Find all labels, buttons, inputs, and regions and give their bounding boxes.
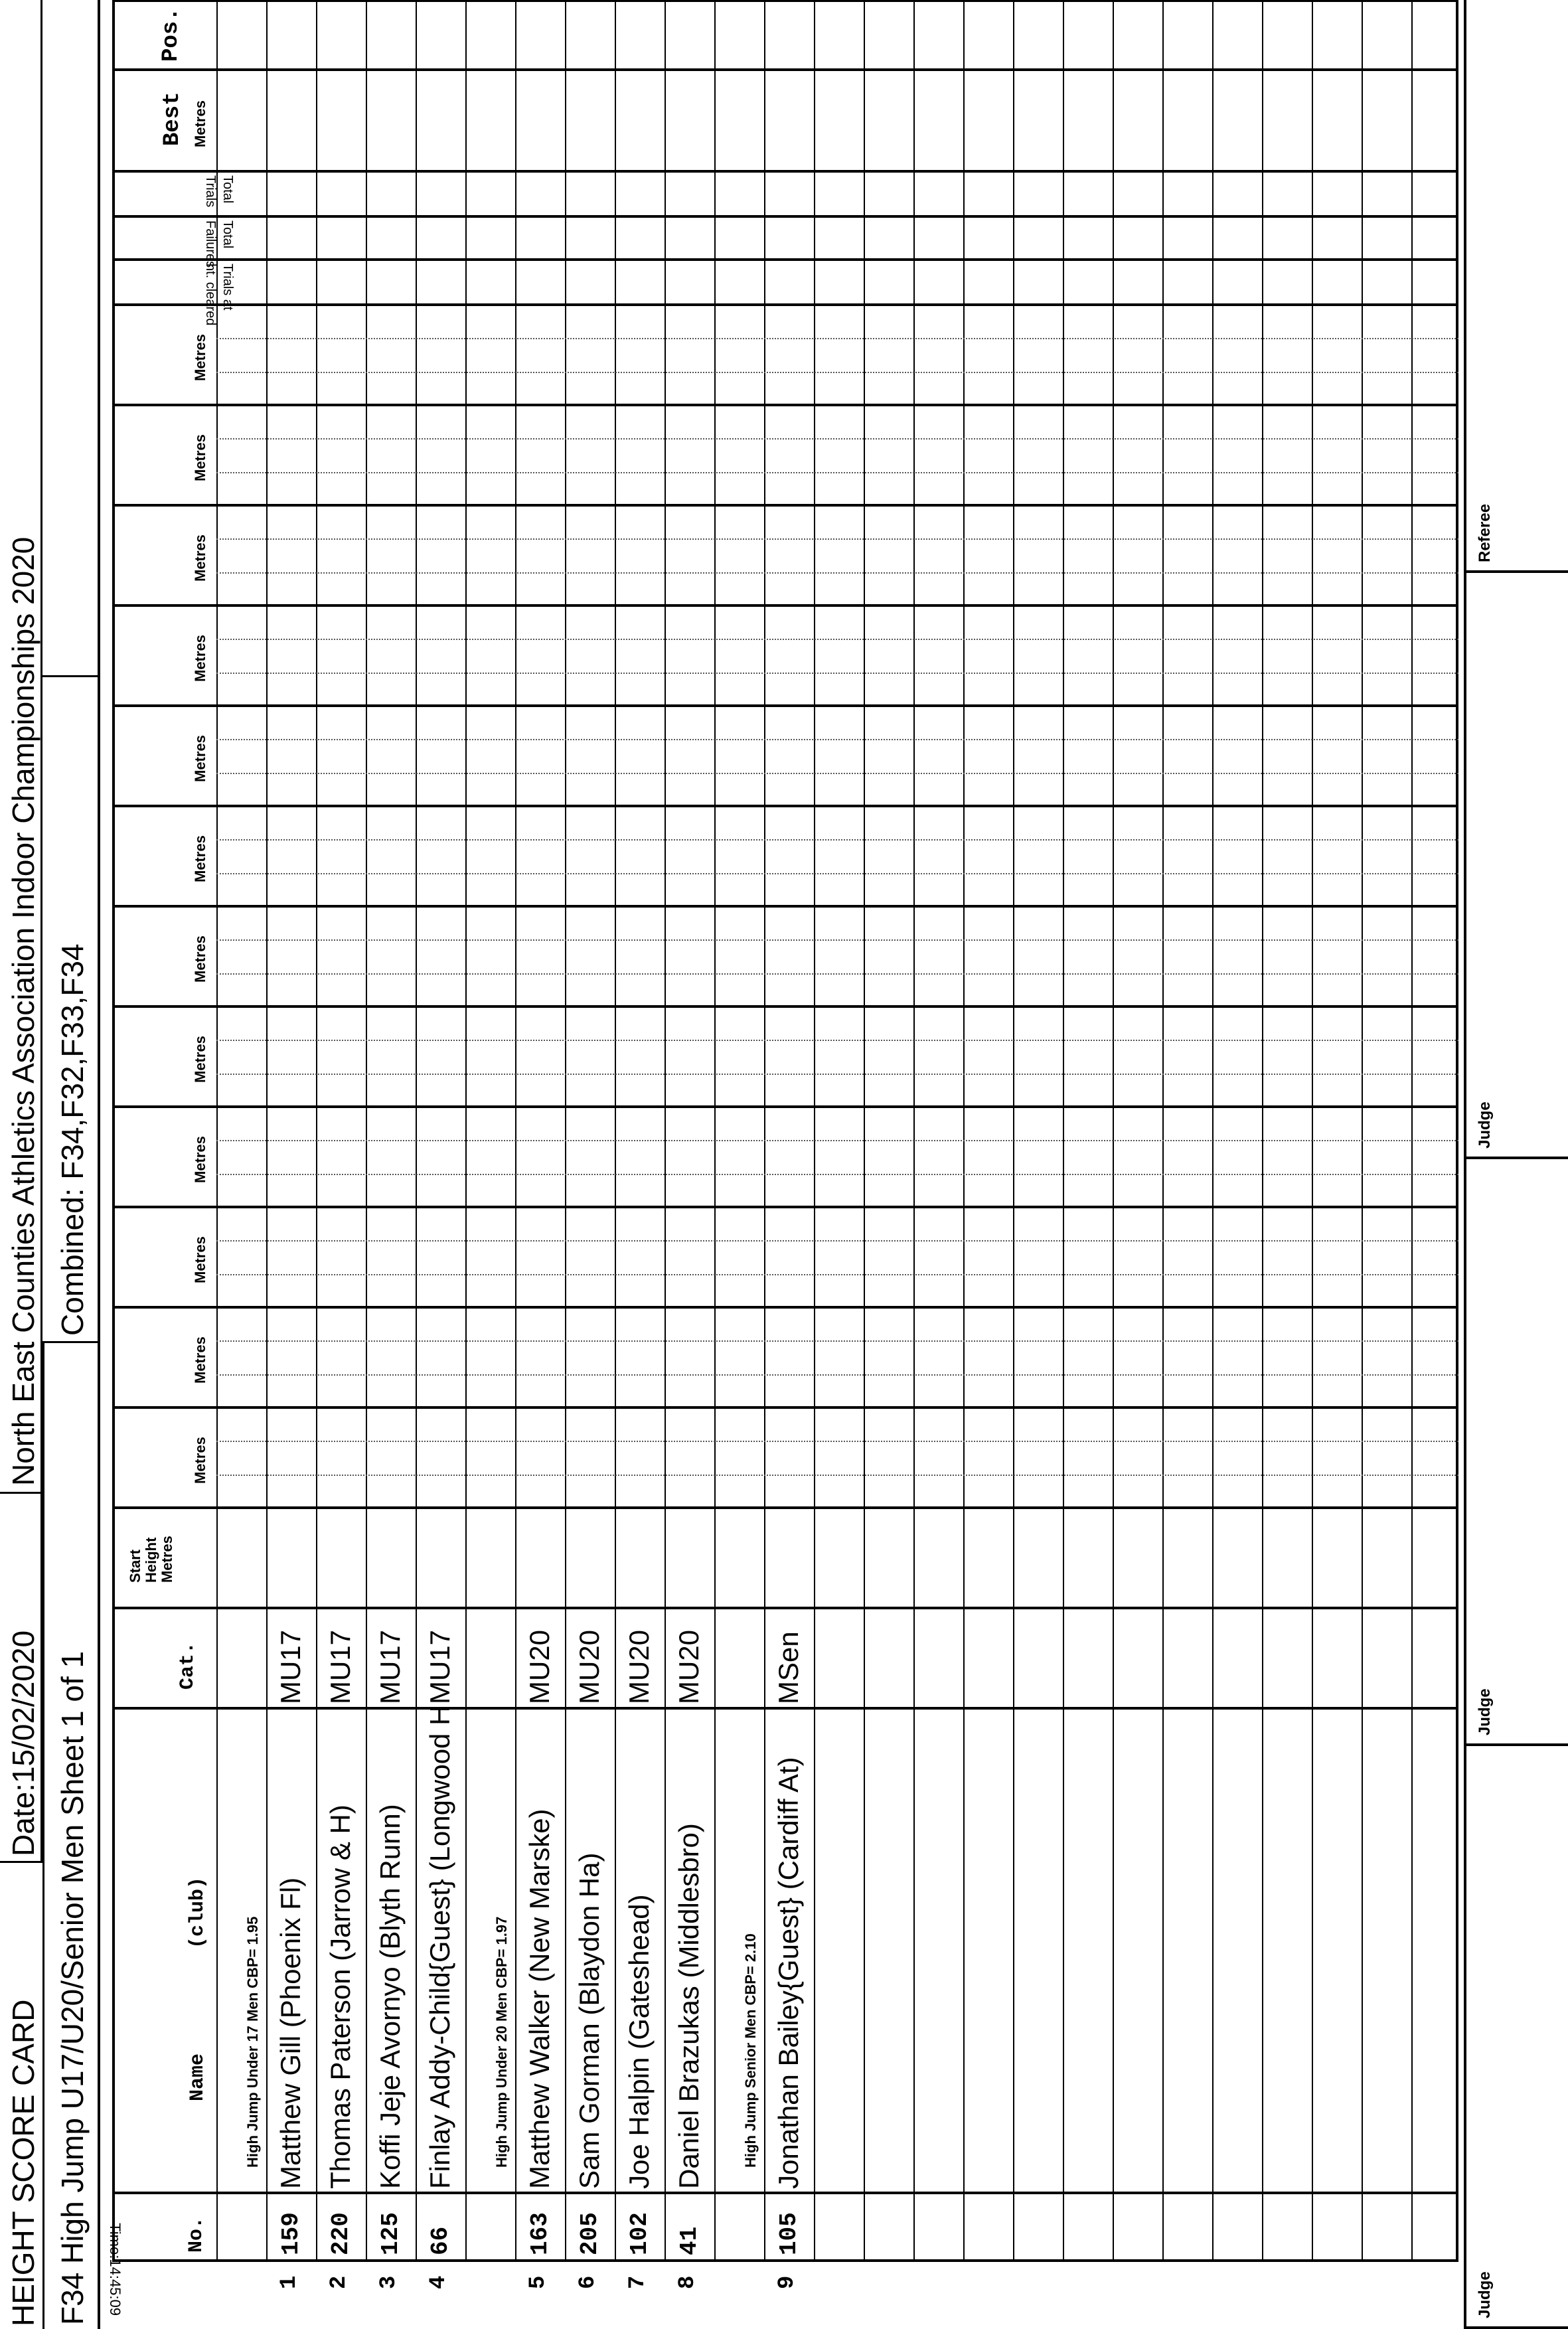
bib-number: 125	[377, 2212, 404, 2255]
header-total-failures: Failures	[203, 220, 218, 268]
athlete-category: MU20	[623, 1629, 655, 1704]
bib-number: 66	[427, 2226, 454, 2255]
header-total-failures: Total	[220, 220, 235, 249]
trial-divider	[216, 773, 1458, 774]
header-height-metres: Metres	[192, 1036, 208, 1083]
trial-divider	[216, 572, 1458, 574]
trial-divider	[216, 472, 1458, 473]
bib-number: 163	[526, 2212, 554, 2255]
group-label: High Jump Under 20 Men CBP= 1.97	[493, 1916, 510, 2168]
official-label: Judge	[1476, 1101, 1494, 1149]
trial-divider	[216, 973, 1458, 975]
header-name: Name	[187, 2053, 209, 2101]
athlete-category: MU20	[673, 1629, 704, 1704]
athlete-name: Matthew Walker (New Marske)	[524, 1808, 555, 2189]
event-title: F34 High Jump U17/U20/Senior Men Sheet 1 of 1	[55, 1650, 90, 2325]
header-height-metres: Metres	[192, 1437, 208, 1484]
athlete-name: Daniel Brazukas (Middlesbro)	[673, 1823, 704, 2189]
header-pos: Pos.	[159, 7, 184, 62]
bib-number: 205	[576, 2212, 603, 2255]
row-sequence: 4	[426, 2275, 451, 2289]
official-signature-box[interactable]	[1464, 0, 1568, 573]
official-label: Judge	[1476, 1688, 1494, 1735]
header-start-height: Start	[127, 1549, 143, 1583]
athlete-name: Matthew Gill (Phoenix Fl)	[275, 1877, 306, 2189]
trial-divider	[216, 739, 1458, 740]
header-no: No.	[185, 2216, 208, 2253]
header-height-metres: Metres	[192, 735, 208, 782]
row-sequence: 3	[376, 2275, 402, 2289]
card-title: HEIGHT SCORE CARD	[6, 1999, 40, 2326]
official-signature-box[interactable]	[1464, 1746, 1568, 2329]
athlete-category: MU20	[574, 1629, 605, 1704]
trial-divider	[216, 839, 1458, 841]
trial-divider	[216, 1475, 1458, 1476]
trial-divider	[216, 438, 1458, 440]
athlete-category: MU17	[424, 1629, 455, 1704]
header-total-trials: Total	[220, 175, 235, 204]
header-height-metres: Metres	[192, 534, 208, 582]
trial-divider	[216, 1074, 1458, 1075]
official-label: Judge	[1476, 2271, 1494, 2318]
header-height-metres: Metres	[192, 1136, 208, 1183]
trial-divider	[216, 1174, 1458, 1175]
trial-divider	[216, 1441, 1458, 1442]
header-height-metres: Metres	[192, 935, 208, 983]
athlete-category: MSen	[773, 1631, 804, 1704]
trial-divider	[216, 338, 1458, 339]
header-height-metres: Metres	[192, 1336, 208, 1384]
header-start-height: Height	[143, 1537, 159, 1583]
trial-divider	[216, 673, 1458, 674]
athlete-name: Koffi Jeje Avornyo (Blyth Runn)	[374, 1804, 406, 2189]
athlete-name: Thomas Paterson (Jarrow & H)	[325, 1805, 356, 2189]
row-sequence: 5	[526, 2275, 551, 2289]
row-sequence: 9	[775, 2275, 800, 2289]
official-label: Referee	[1476, 503, 1494, 562]
athlete-category: MU17	[374, 1629, 406, 1704]
athlete-name: Jonathan Bailey{Guest} (Cardiff At)	[773, 1757, 804, 2189]
header-trials-at: ht. cleared	[203, 264, 218, 326]
bib-number: 105	[775, 2212, 803, 2255]
header-height-metres: Metres	[192, 835, 208, 882]
score-table	[112, 0, 1458, 2262]
combined-events: Combined: F34,F32,F33,F34	[55, 943, 90, 1336]
athlete-name: Sam Gorman (Blaydon Ha)	[574, 1852, 605, 2189]
header-start-height: Metres	[159, 1536, 175, 1583]
header-total-trials: Trials	[203, 175, 218, 208]
row-sequence: 2	[327, 2275, 352, 2289]
row-sequence: 8	[675, 2275, 700, 2289]
group-label: High Jump Senior Men CBP= 2.10	[742, 1933, 759, 2168]
athlete-name: Joe Halpin (Gateshead)	[623, 1894, 655, 2189]
trial-divider	[216, 1274, 1458, 1275]
header-club: (club)	[187, 1876, 209, 1949]
header-height-metres: Metres	[192, 434, 208, 481]
row-sequence: 6	[576, 2275, 601, 2289]
athlete-name: Finlay Addy-Child{Guest} (Longwood H	[424, 1705, 455, 2189]
trial-divider	[216, 538, 1458, 540]
athlete-category: MU17	[325, 1629, 356, 1704]
trial-divider	[216, 1140, 1458, 1141]
header-best: Best	[160, 92, 185, 146]
header-best-metres: Metres	[192, 100, 208, 147]
trial-divider	[216, 1340, 1458, 1342]
athlete-category: MU20	[524, 1629, 555, 1704]
trial-divider	[216, 1040, 1458, 1041]
trial-divider	[216, 372, 1458, 373]
trial-divider	[216, 639, 1458, 640]
trial-divider	[216, 1374, 1458, 1376]
row-sequence: 7	[625, 2275, 651, 2289]
group-label: High Jump Under 17 Men CBP= 1.95	[244, 1916, 261, 2168]
print-time: Time:14:45:09	[107, 2223, 123, 2316]
athlete-category: MU17	[275, 1629, 306, 1704]
trial-divider	[216, 1240, 1458, 1242]
bib-number: 41	[676, 2226, 703, 2255]
header-trials-at: Trials at	[220, 264, 235, 311]
bib-number: 102	[626, 2212, 653, 2255]
header-height-metres: Metres	[192, 1236, 208, 1283]
bib-number: 159	[277, 2212, 305, 2255]
header-cat: Cat.	[177, 1641, 199, 1690]
meeting-name: North East Counties Athletics Association Indoor Championships 2020	[6, 536, 40, 1486]
trial-divider	[216, 939, 1458, 941]
trial-divider	[216, 873, 1458, 874]
official-signature-box[interactable]	[1464, 573, 1568, 1159]
header-height-metres: Metres	[192, 334, 208, 381]
bib-number: 220	[327, 2212, 354, 2255]
official-signature-box[interactable]	[1464, 1159, 1568, 1746]
row-sequence: 1	[277, 2275, 302, 2289]
meeting-date: Date:15/02/2020	[6, 1630, 40, 1856]
header-height-metres: Metres	[192, 635, 208, 682]
